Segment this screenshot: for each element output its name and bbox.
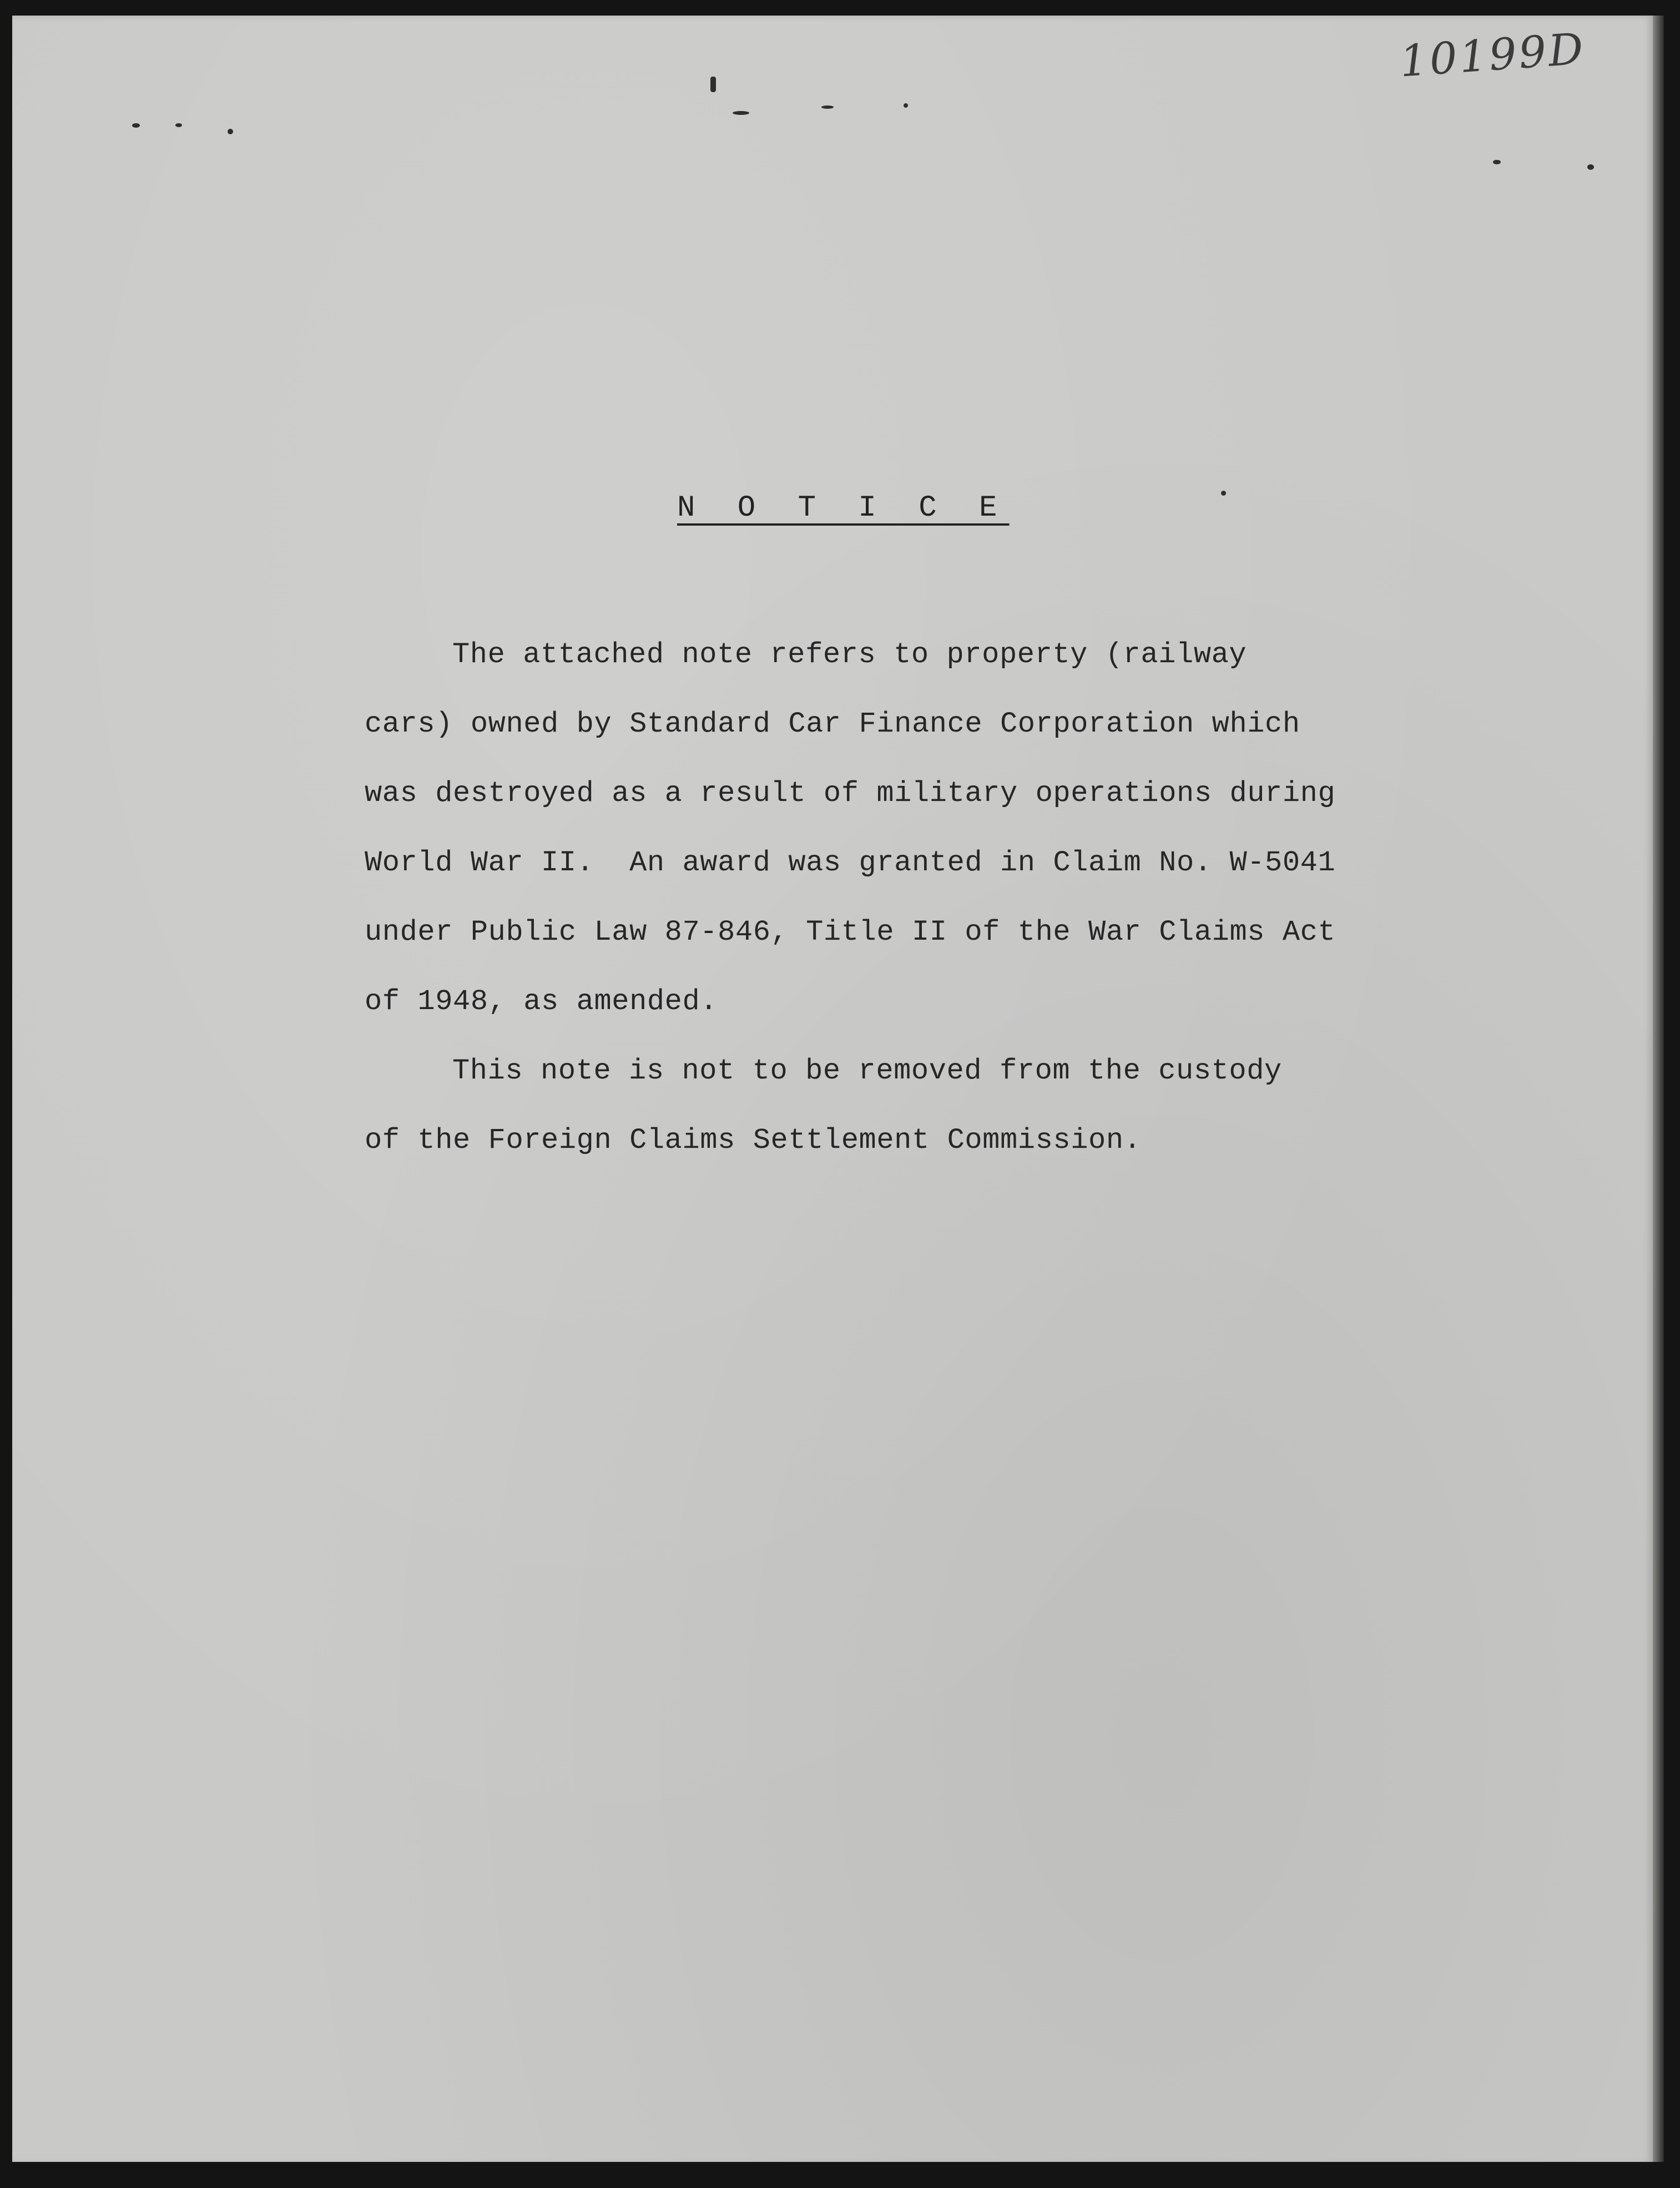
paragraph-1-line-3: was destroyed as a result of military operations during: [365, 777, 1336, 810]
paragraph-2-line-2: of the Foreign Claims Settlement Commission.: [365, 1124, 1142, 1157]
paragraph-1-line-1: The attached note refers to property (railway: [452, 638, 1247, 671]
paper-sheet: [12, 16, 1654, 2165]
speck: [1493, 160, 1501, 164]
paragraph-1-line-4: World War II. An award was granted in Claim No. W-5041: [365, 846, 1336, 879]
speck: [1221, 491, 1226, 496]
speck: [821, 105, 834, 109]
speck: [132, 123, 140, 128]
paragraph-1-line-5: under Public Law 87-846, Title II of the War Claims Act: [365, 916, 1336, 949]
paragraph-1-line-2: cars) owned by Standard Car Finance Corporation which: [365, 708, 1300, 740]
speck: [228, 129, 233, 134]
speck: [1587, 164, 1594, 170]
speck: [904, 103, 908, 108]
speck: [175, 123, 182, 127]
paragraph-2-line-1: This note is not to be removed from the custody: [452, 1055, 1282, 1087]
paper-right-edge: [1653, 16, 1664, 2165]
handwritten-file-number: 10199D: [1398, 24, 1587, 87]
speck: [733, 111, 749, 115]
speck: [710, 77, 716, 92]
paragraph-1-line-6: of 1948, as amended.: [365, 985, 718, 1018]
notice-title: N O T I C E: [677, 491, 1010, 525]
scan-bottom-border: [0, 2162, 1680, 2188]
